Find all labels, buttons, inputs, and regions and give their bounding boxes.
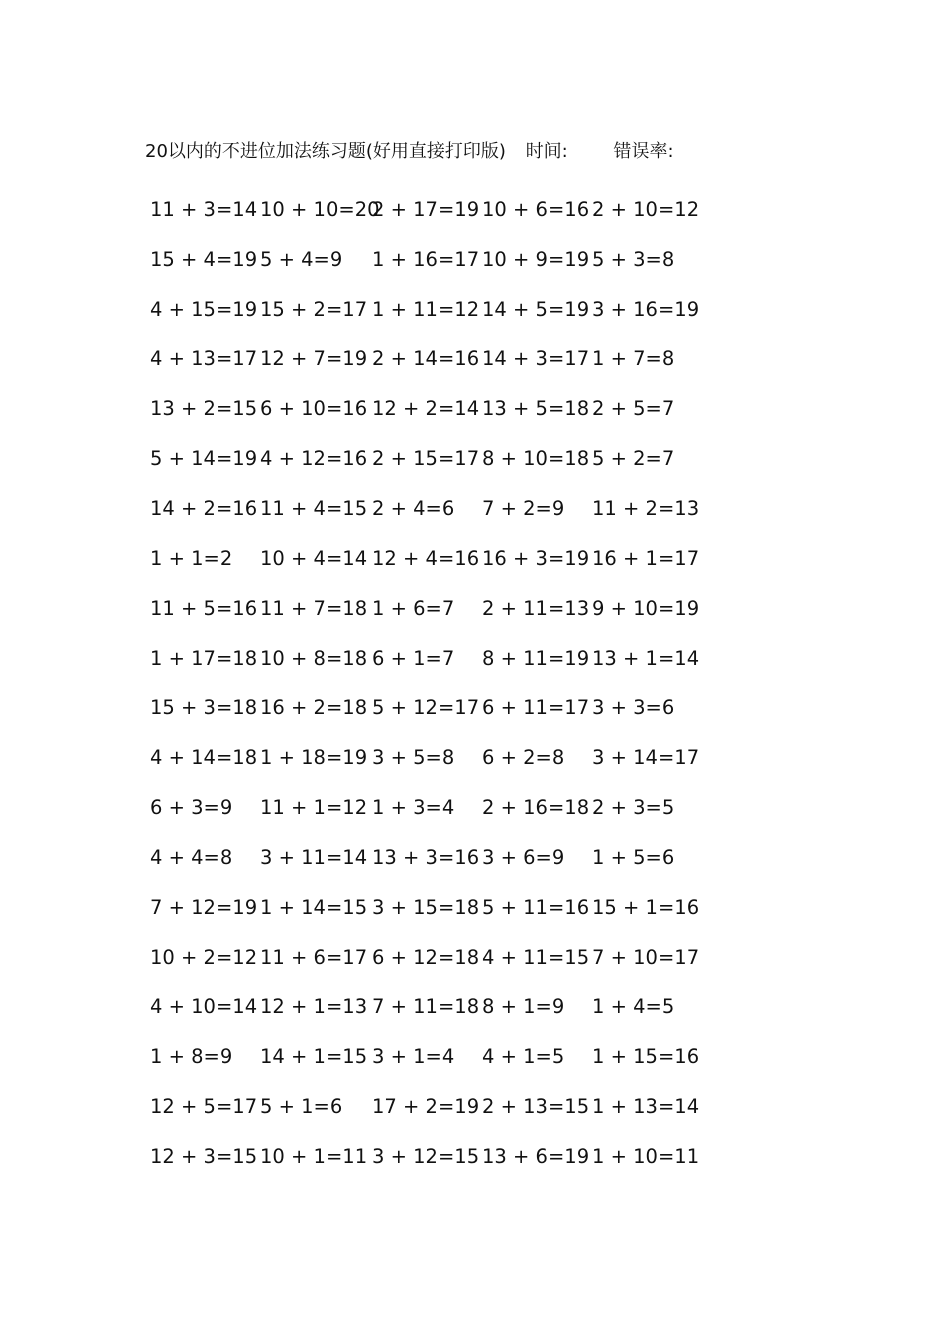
problem-cell: 11 + 5=16 — [150, 596, 258, 620]
error-rate-label: 错误率: — [613, 141, 674, 162]
problem-row — [150, 384, 730, 434]
problem-row — [150, 1132, 730, 1182]
problem-row — [150, 534, 730, 584]
problem-cell: 1 + 7=8 — [592, 347, 675, 371]
problem-cell: 3 + 3=6 — [592, 696, 675, 720]
problem-row — [150, 285, 730, 335]
problem-cell: 1 + 16=17 — [372, 247, 480, 271]
problem-cell: 3 + 11=14 — [260, 845, 368, 869]
problem-cell: 1 + 5=6 — [592, 845, 675, 869]
problem-cell: 5 + 12=17 — [372, 696, 480, 720]
worksheet-header — [145, 138, 865, 166]
problem-cell: 17 + 2=19 — [372, 1095, 480, 1119]
problem-cell: 12 + 1=13 — [260, 995, 368, 1019]
problem-cell: 2 + 4=6 — [372, 496, 455, 520]
problem-cell: 4 + 15=19 — [150, 297, 258, 321]
problem-cell: 4 + 1=5 — [482, 1045, 565, 1069]
problem-cell: 4 + 10=14 — [150, 995, 258, 1019]
time-label: 时间: — [525, 141, 568, 162]
problem-cell: 1 + 11=12 — [372, 297, 480, 321]
problem-cell: 13 + 1=14 — [592, 646, 700, 670]
problem-cell: 1 + 18=19 — [260, 746, 368, 770]
problem-cell: 1 + 13=14 — [592, 1095, 700, 1119]
problem-cell: 16 + 3=19 — [482, 546, 590, 570]
problem-cell: 5 + 14=19 — [150, 447, 258, 471]
problem-cell: 8 + 10=18 — [482, 447, 590, 471]
problem-cell: 10 + 10=20 — [260, 197, 380, 221]
problem-cell: 2 + 14=16 — [372, 347, 480, 371]
problem-cell: 5 + 11=16 — [482, 895, 590, 919]
problem-cell: 7 + 12=19 — [150, 895, 258, 919]
problem-cell: 10 + 9=19 — [482, 247, 590, 271]
problem-row — [150, 335, 730, 385]
problem-cell: 2 + 15=17 — [372, 447, 480, 471]
problem-cell: 2 + 11=13 — [482, 596, 590, 620]
problem-cell: 5 + 2=7 — [592, 447, 675, 471]
problem-cell: 3 + 12=15 — [372, 1144, 480, 1168]
problem-cell: 15 + 1=16 — [592, 895, 700, 919]
problem-cell: 10 + 6=16 — [482, 197, 590, 221]
problem-cell: 3 + 16=19 — [592, 297, 700, 321]
problem-cell: 1 + 14=15 — [260, 895, 368, 919]
problem-row — [150, 235, 730, 285]
problem-cell: 3 + 6=9 — [482, 845, 565, 869]
problem-cell: 4 + 14=18 — [150, 746, 258, 770]
problem-cell: 14 + 2=16 — [150, 496, 258, 520]
problem-cell: 15 + 3=18 — [150, 696, 258, 720]
problem-cell: 3 + 5=8 — [372, 746, 455, 770]
problem-cell: 10 + 1=11 — [260, 1144, 368, 1168]
problem-grid — [150, 185, 730, 1182]
problem-cell: 5 + 1=6 — [260, 1095, 343, 1119]
problem-cell: 7 + 2=9 — [482, 496, 565, 520]
problem-cell: 6 + 12=18 — [372, 945, 480, 969]
problem-cell: 3 + 15=18 — [372, 895, 480, 919]
problem-cell: 16 + 2=18 — [260, 696, 368, 720]
problem-cell: 6 + 3=9 — [150, 796, 233, 820]
problem-row — [150, 484, 730, 534]
problem-cell: 11 + 1=12 — [260, 796, 368, 820]
problem-cell: 13 + 6=19 — [482, 1144, 590, 1168]
problem-cell: 1 + 10=11 — [592, 1144, 700, 1168]
problem-cell: 9 + 10=19 — [592, 596, 700, 620]
problem-cell: 6 + 10=16 — [260, 397, 368, 421]
problem-cell: 8 + 11=19 — [482, 646, 590, 670]
problem-cell: 14 + 1=15 — [260, 1045, 368, 1069]
problem-row — [150, 1032, 730, 1082]
problem-cell: 16 + 1=17 — [592, 546, 700, 570]
problem-cell: 11 + 6=17 — [260, 945, 368, 969]
problem-cell: 12 + 5=17 — [150, 1095, 258, 1119]
problem-row — [150, 783, 730, 833]
problem-cell: 2 + 13=15 — [482, 1095, 590, 1119]
problem-cell: 2 + 5=7 — [592, 397, 675, 421]
problem-cell: 12 + 4=16 — [372, 546, 480, 570]
problem-cell: 2 + 10=12 — [592, 197, 700, 221]
problem-row — [150, 185, 730, 235]
problem-cell: 6 + 11=17 — [482, 696, 590, 720]
problem-cell: 7 + 11=18 — [372, 995, 480, 1019]
problem-cell: 11 + 3=14 — [150, 197, 258, 221]
problem-cell: 1 + 4=5 — [592, 995, 675, 1019]
problem-cell: 12 + 2=14 — [372, 397, 480, 421]
problem-row — [150, 584, 730, 634]
problem-cell: 1 + 1=2 — [150, 546, 233, 570]
problem-cell: 15 + 2=17 — [260, 297, 368, 321]
problem-cell: 12 + 7=19 — [260, 347, 368, 371]
problem-cell: 13 + 5=18 — [482, 397, 590, 421]
problem-cell: 4 + 4=8 — [150, 845, 233, 869]
problem-cell: 7 + 10=17 — [592, 945, 700, 969]
problem-row — [150, 434, 730, 484]
problem-cell: 3 + 14=17 — [592, 746, 700, 770]
problem-cell: 8 + 1=9 — [482, 995, 565, 1019]
problem-cell: 10 + 8=18 — [260, 646, 368, 670]
problem-cell: 1 + 6=7 — [372, 596, 455, 620]
problem-cell: 2 + 16=18 — [482, 796, 590, 820]
worksheet-title: 20以内的不进位加法练习题(好用直接打印版) — [145, 141, 506, 162]
problem-cell: 1 + 17=18 — [150, 646, 258, 670]
problem-cell: 1 + 8=9 — [150, 1045, 233, 1069]
problem-row — [150, 983, 730, 1033]
problem-cell: 5 + 4=9 — [260, 247, 343, 271]
problem-cell: 3 + 1=4 — [372, 1045, 455, 1069]
problem-row — [150, 733, 730, 783]
problem-cell: 11 + 7=18 — [260, 596, 368, 620]
problem-cell: 14 + 5=19 — [482, 297, 590, 321]
problem-cell: 13 + 2=15 — [150, 397, 258, 421]
problem-cell: 11 + 2=13 — [592, 496, 700, 520]
problem-cell: 1 + 3=4 — [372, 796, 455, 820]
problem-cell: 4 + 13=17 — [150, 347, 258, 371]
problem-cell: 12 + 3=15 — [150, 1144, 258, 1168]
problem-cell: 14 + 3=17 — [482, 347, 590, 371]
problem-row — [150, 1082, 730, 1132]
problem-cell: 15 + 4=19 — [150, 247, 258, 271]
problem-cell: 10 + 2=12 — [150, 945, 258, 969]
problem-row — [150, 683, 730, 733]
problem-cell: 4 + 11=15 — [482, 945, 590, 969]
problem-cell: 10 + 4=14 — [260, 546, 368, 570]
problem-row — [150, 883, 730, 933]
problem-cell: 2 + 3=5 — [592, 796, 675, 820]
problem-row — [150, 833, 730, 883]
problem-cell: 1 + 15=16 — [592, 1045, 700, 1069]
problem-cell: 13 + 3=16 — [372, 845, 480, 869]
problem-cell: 5 + 3=8 — [592, 247, 675, 271]
problem-cell: 2 + 17=19 — [372, 197, 480, 221]
problem-cell: 11 + 4=15 — [260, 496, 368, 520]
problem-cell: 6 + 1=7 — [372, 646, 455, 670]
problem-cell: 6 + 2=8 — [482, 746, 565, 770]
problem-cell: 4 + 12=16 — [260, 447, 368, 471]
problem-row — [150, 634, 730, 684]
problem-row — [150, 933, 730, 983]
